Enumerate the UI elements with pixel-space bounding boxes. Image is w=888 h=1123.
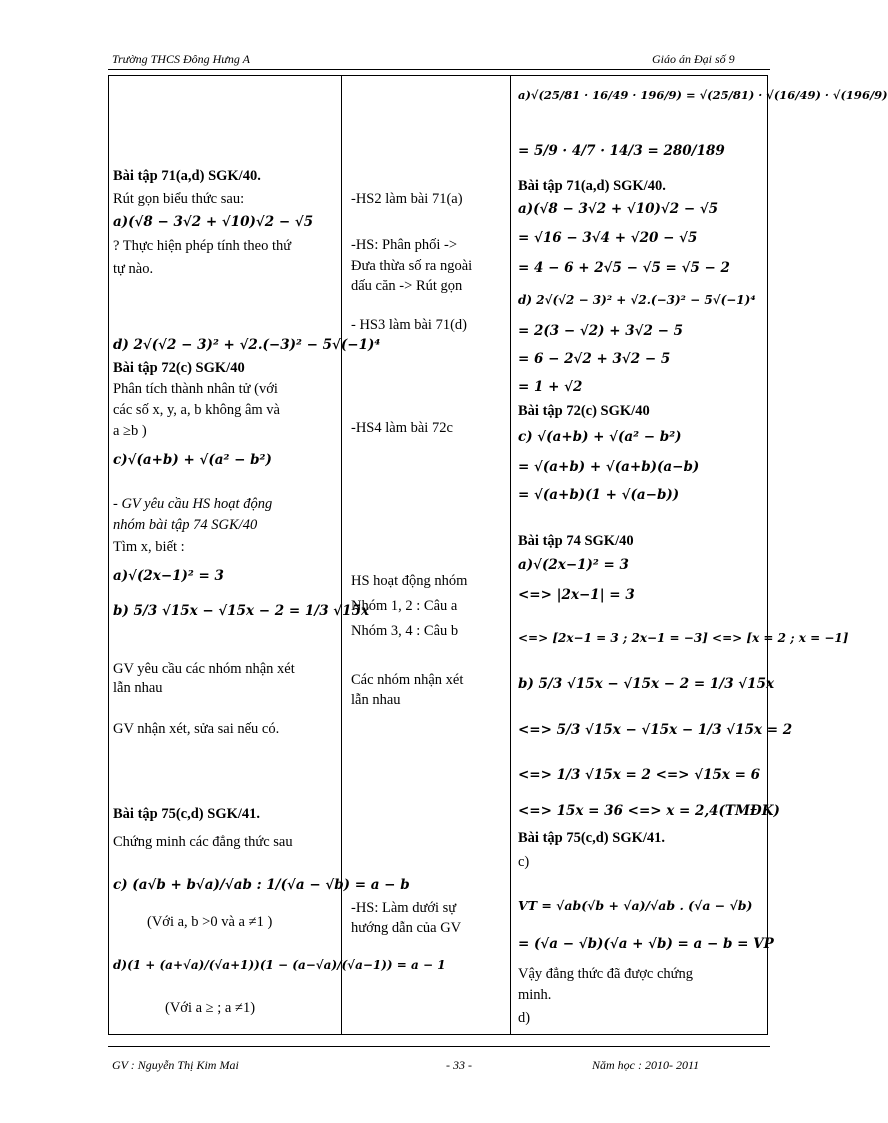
ex75-c-condition: (Với a, b >0 và a ≠1 ) [147, 914, 273, 930]
ex74-request-cont: nhóm bài tập 74 SGK/40 [113, 517, 258, 533]
footer-page-number: - 33 - [446, 1058, 472, 1072]
ex72-c-step3: = √(a+b)(1 + √(a−b)) [518, 487, 680, 503]
footer-school-year: Năm học : 2010- 2011 [592, 1058, 700, 1072]
ex74-solution-title: Bài tập 74 SGK/40 [518, 533, 634, 549]
ex71-d-step4: = 1 + √2 [518, 379, 583, 395]
ex72-c-step1: c) √(a+b) + √(a² − b²) [518, 429, 682, 445]
hs-guided: -HS: Làm dưới sự [351, 900, 457, 916]
ex75-c-expression: c) (a√b + b√a)/√ab : 1/(√a − √b) = a − b [113, 877, 410, 893]
ex74-b-step3: <=> 1/3 √15x = 2 <=> √15x = 6 [518, 767, 761, 783]
hs4-task: -HS4 làm bài 72c [351, 420, 453, 436]
ex72-instruction: Phân tích thành nhân tử (với [113, 381, 278, 397]
hs-method-cont: Đưa thừa số ra ngoài [351, 258, 473, 274]
ex75-d-label: d) [518, 1010, 531, 1026]
header-subject: Giáo án Đại số 9 [652, 52, 735, 66]
ex72-instruction: a ≥b ) [113, 423, 147, 439]
ex75-c-label: c) [518, 854, 530, 870]
ex75-title: Bài tập 75(c,d) SGK/41. [113, 806, 261, 822]
ex72-title: Bài tập 72(c) SGK/40 [113, 360, 245, 376]
ex75-solution-title: Bài tập 75(c,d) SGK/41. [518, 830, 666, 846]
ex71-a-step1: a)(√8 − 3√2 + √10)√2 − √5 [518, 201, 719, 217]
ex74-b-step2: <=> 5/3 √15x − √15x − 1/3 √15x = 2 [518, 722, 793, 738]
footer-rule [108, 1046, 770, 1047]
ex72-solution-title: Bài tập 72(c) SGK/40 [518, 403, 650, 419]
prev-a-line2: = 5/9 · 4/7 · 14/3 = 280/189 [518, 143, 725, 159]
ex71-a-step3: = 4 − 6 + 2√5 − √5 = √5 − 2 [518, 260, 730, 276]
ex75-vt-step1: VT = √ab(√b + √a)/√ab . (√a − √b) [518, 898, 753, 913]
ex71-d-expression: d) 2√(√2 − 3)² + √2.(−3)² − 5√(−1)⁴ [113, 337, 381, 353]
ex71-d-step1: d) 2√(√2 − 3)² + √2.(−3)² − 5√(−1)⁴ [518, 293, 756, 307]
column-divider [510, 76, 511, 1034]
ex74-a-step3: <=> [2x−1 = 3 ; 2x−1 = −3] <=> [x = 2 ; x = −1] [518, 631, 849, 645]
lesson-table [108, 75, 888, 1035]
gv-correct: GV nhận xét, sửa sai nếu có. [113, 721, 280, 737]
hs3-task: - HS3 làm bài 71(d) [351, 317, 467, 333]
header-rule [108, 69, 770, 70]
group-review: Các nhóm nhận xét [351, 672, 464, 688]
ex74-a-expression: a)√(2x−1)² = 3 [113, 568, 224, 584]
ex71-d-step2: = 2(3 − √2) + 3√2 − 5 [518, 323, 684, 339]
ex71-title: Bài tập 71(a,d) SGK/40. [113, 168, 261, 184]
ex71-a-expression: a)(√8 − 3√2 + √10)√2 − √5 [113, 214, 314, 230]
ex72-c-step2: = √(a+b) + √(a+b)(a−b) [518, 459, 700, 475]
ex74-a-step2: <=> |2x−1| = 3 [518, 587, 635, 603]
ex74-find: Tìm x, biết : [113, 539, 185, 555]
group-work-title: HS hoạt động nhóm [351, 573, 468, 589]
ex71-instruction: Rút gọn biểu thức sau: [113, 191, 245, 207]
gv-review-cont: lẫn nhau [113, 680, 163, 696]
hs-method: -HS: Phân phối -> [351, 237, 458, 253]
ex75-vt-step2: = (√a − √b)(√a + √b) = a − b = VP [518, 936, 774, 952]
ex71-question-cont: tự nào. [113, 261, 154, 277]
ex72-instruction: các số x, y, a, b không âm và [113, 402, 280, 418]
ex74-b-step4: <=> 15x = 36 <=> x = 2,4(TMĐK) [518, 803, 780, 819]
group-2: Nhóm 3, 4 : Câu b [351, 623, 459, 639]
ex71-question: ? Thực hiện phép tính theo thứ [113, 238, 292, 254]
ex74-b-step1: b) 5/3 √15x − √15x − 2 = 1/3 √15x [518, 676, 775, 692]
ex71-solution-title: Bài tập 71(a,d) SGK/40. [518, 178, 666, 194]
gv-review: GV yêu cầu các nhóm nhận xét [113, 661, 295, 677]
hs2-task: -HS2 làm bài 71(a) [351, 191, 463, 207]
ex74-request: - GV yêu cầu HS hoạt động [113, 496, 273, 512]
ex75-d-expression: d)(1 + (a+√a)/(√a+1))(1 − (a−√a)/(√a−1)) = a − 1 [113, 958, 446, 972]
prev-a-line1: a)√(25/81 · 16/49 · 196/9) = √(25/81) · √(16/49) · √(196/9) [518, 88, 888, 102]
ex74-b-expression: b) 5/3 √15x − √15x − 2 = 1/3 √15x [113, 603, 370, 619]
ex71-d-step3: = 6 − 2√2 + 3√2 − 5 [518, 351, 671, 367]
ex75-conclusion: Vậy đẳng thức đã được chứng [518, 966, 693, 982]
header-school: Trường THCS Đông Hưng A [112, 52, 250, 66]
ex75-conclusion-cont: minh. [518, 987, 552, 1003]
ex75-d-condition: (Với a ≥ ; a ≠1) [165, 1000, 256, 1016]
hs-guided-cont: hướng dẫn của GV [351, 920, 462, 936]
footer-teacher: GV : Nguyễn Thị Kim Mai [112, 1058, 239, 1072]
ex74-a-step1: a)√(2x−1)² = 3 [518, 557, 629, 573]
group-review-cont: lẫn nhau [351, 692, 401, 708]
ex71-a-step2: = √16 − 3√4 + √20 − √5 [518, 230, 698, 246]
hs-method-cont: dấu căn -> Rút gọn [351, 278, 463, 294]
group-1: Nhóm 1, 2 : Câu a [351, 598, 458, 614]
ex75-instruction: Chứng minh các đẳng thức sau [113, 834, 293, 850]
ex72-c-expression: c)√(a+b) + √(a² − b²) [113, 452, 272, 468]
